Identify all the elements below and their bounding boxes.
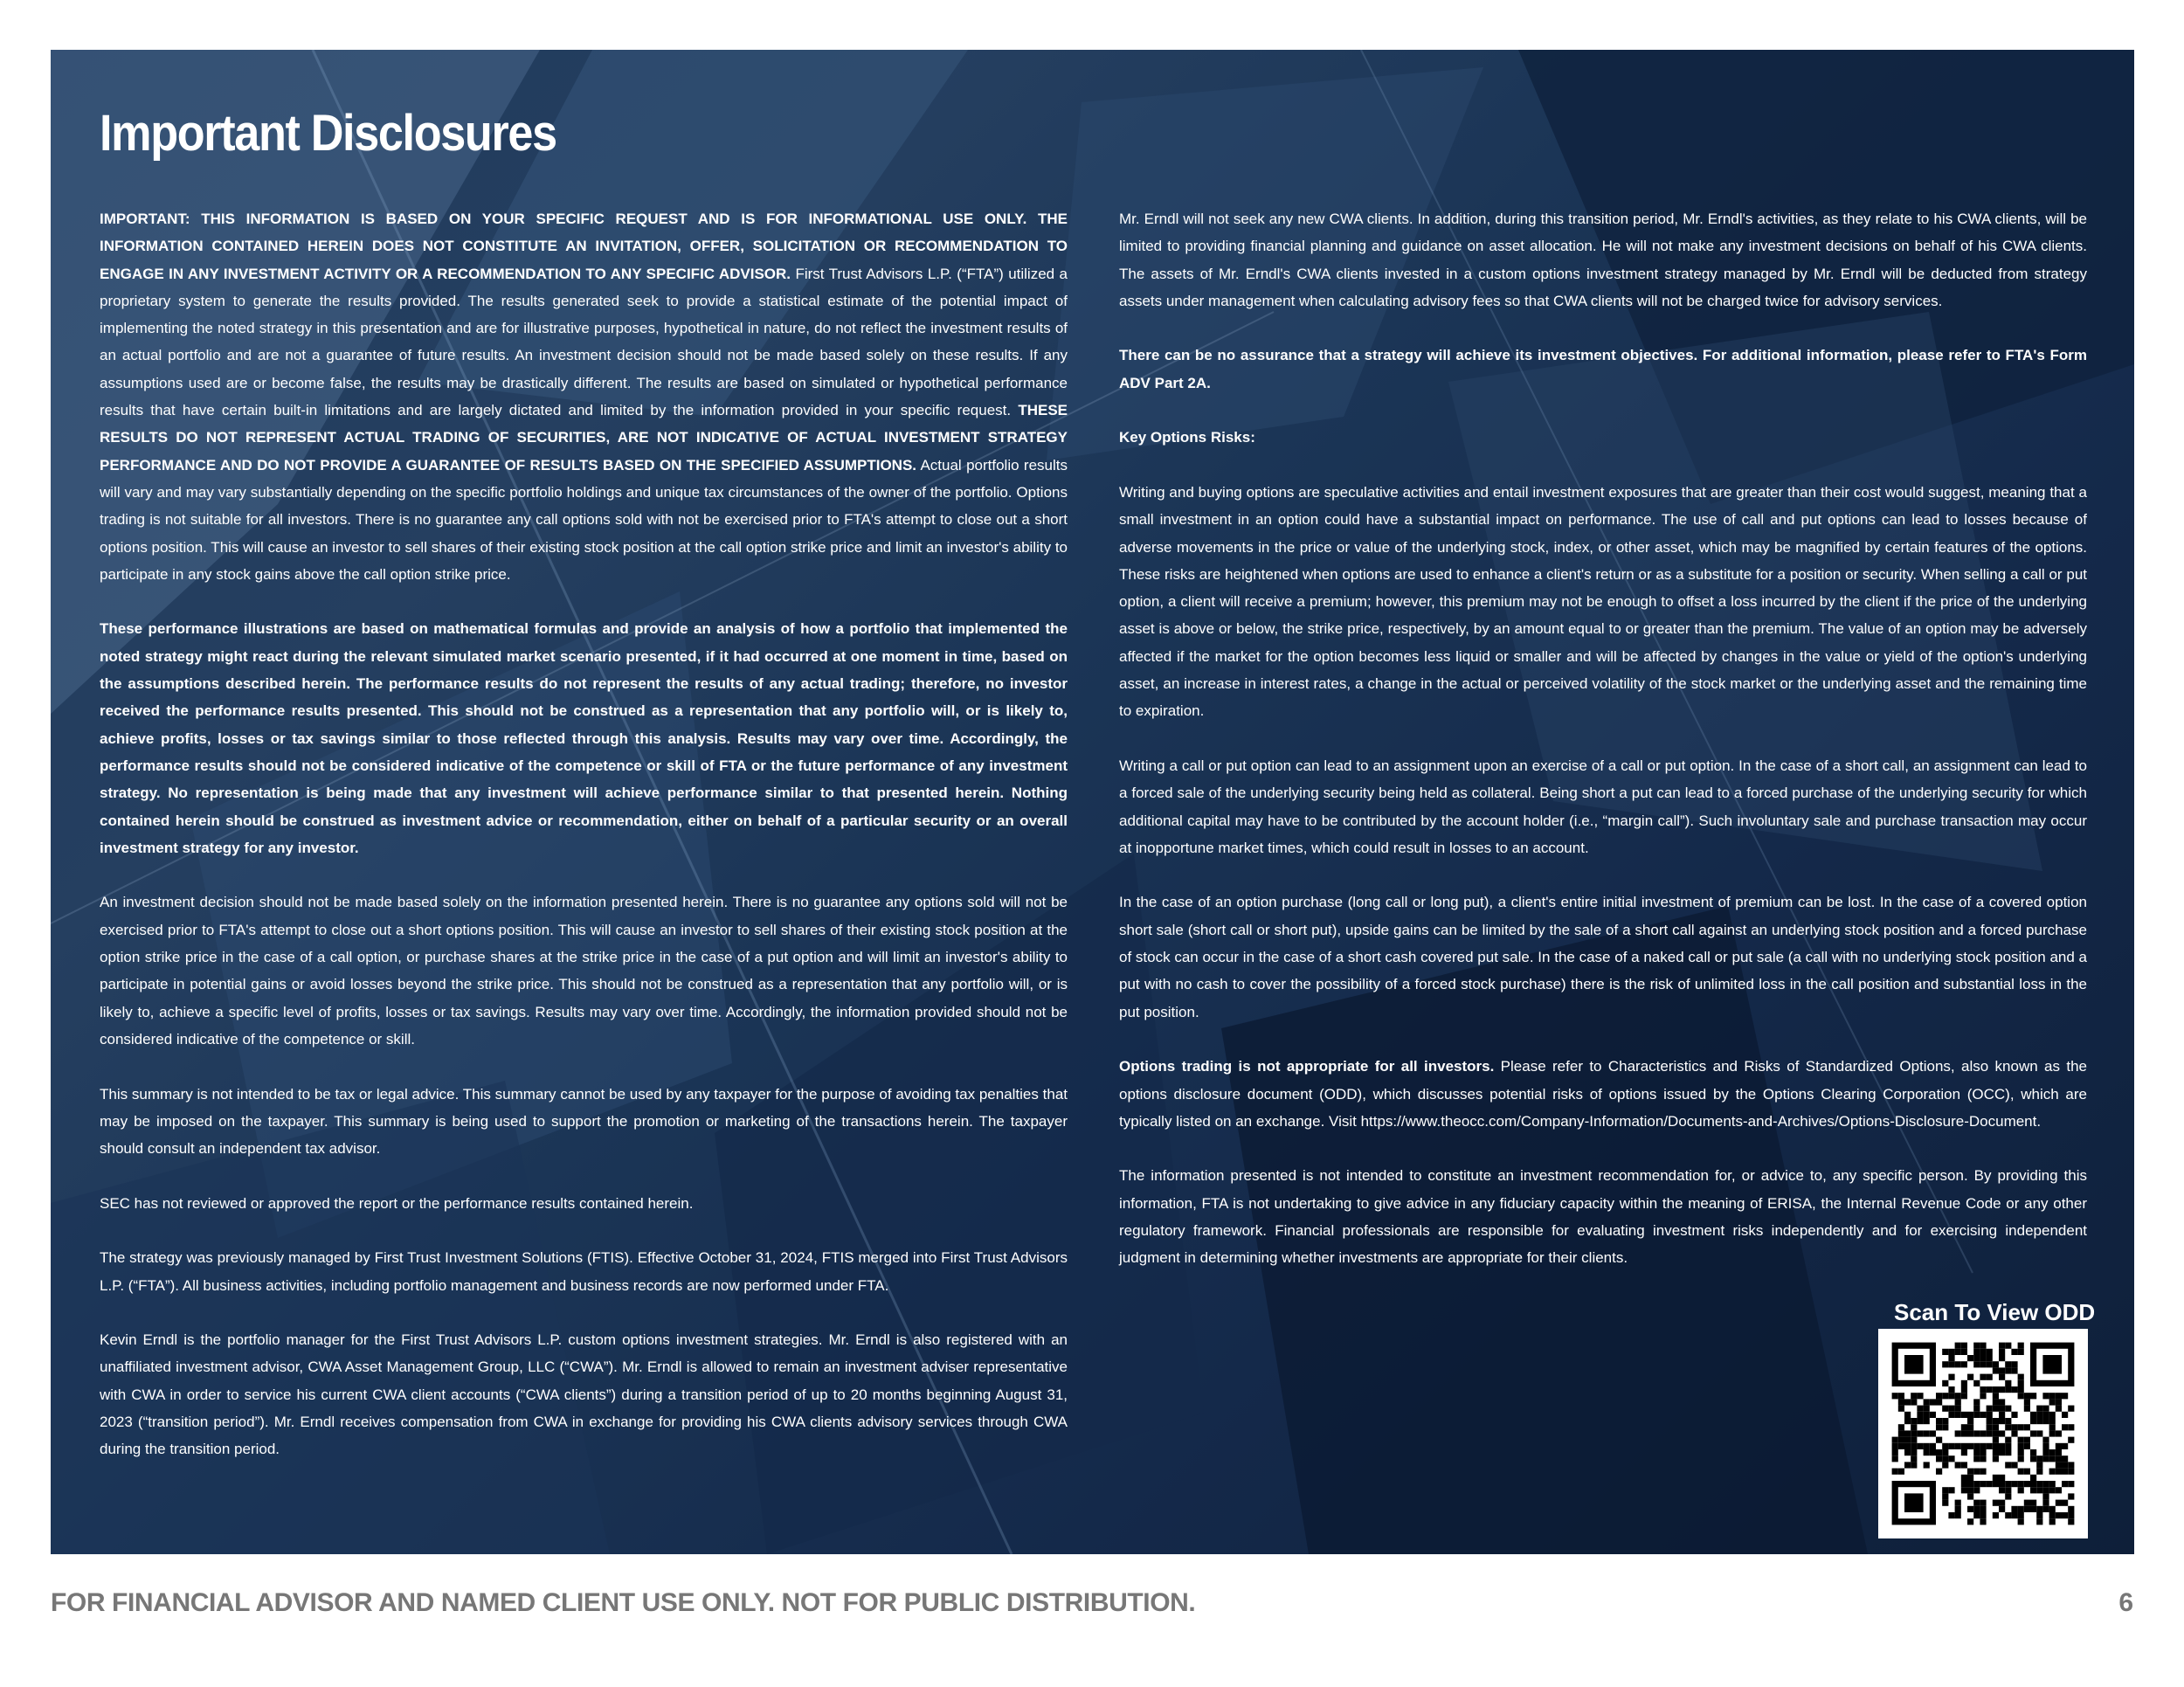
bold-statement: Options trading is not appropriate for all investors. <box>1119 1058 1495 1075</box>
bold-statement: There can be no assurance that a strategy will achieve its investment objectives. For additional information, please refer to FTA's Form ADV Part 2A. <box>1119 347 2087 391</box>
disclosure-panel <box>51 50 2134 1554</box>
key-options-risks-heading: Key Options Risks: <box>1119 429 1255 446</box>
page-number: 6 <box>2118 1588 2133 1617</box>
disclosure-paragraph <box>100 615 1068 861</box>
body-text: Actual portfolio results will vary and may vary substantially depending on the specific portfolio holdings and unique tax circumstances of the owner of the portfolio. Options trading is not suitable for all investors. There is no guarantee any call options sold with not be exercised prior to FTA's attempt to close out a short options position. This will cause an investor to sell shares of their existing stock position at the call option strike price and limit an investor's ability to participate in any stock gains above the call option strike price. <box>100 456 1068 583</box>
disclosure-paragraph: SEC has not reviewed or approved the report or the performance results contained herein. <box>100 1194 694 1212</box>
disclosure-paragraph: Writing and buying options are speculative activities and entail investment exposures that are greater than their cost would suggest, meaning that a small investment in an option could have a substantial impact on performance. The use of call and put options can lead to losses because of adverse movements in the price or value of the underlying stock, index, or other asset, which may be magnified by certain features of the options. These risks are heightened when options are used to enhance a client's return or as a substitute for a position or security. When selling a call or put option, a client will receive a premium; however, this premium may not be enough to offset a loss incurred by the client if the price of the underlying asset is above or below, the strike price, respectively, by an amount equal to or greater than the premium. The value of an option may be adversely affected if the market for the option becomes less liquid or smaller and will be affected by changes in the value or yield of the option's underlying asset, an increase in interest rates, a change in the actual or perceived volatility of the stock market or the underlying asset and the remaining time to expiration. <box>1119 483 2087 720</box>
bold-statement: IMPORTANT: THIS INFORMATION IS BASED ON YOUR SPECIFIC REQUEST AND IS FOR INFORMATIONAL USE ONLY. THE INFORMATION CONTAINED HEREIN DOES NOT CONSTITUTE AN INVITATION, OFFER, SOLICITATION OR RECOMMENDATION TO ENGAGE IN ANY INVESTMENT ACTIVITY OR A RECOMMENDATION TO ANY SPECIFIC ADVISOR. <box>100 211 1068 282</box>
disclosure-paragraph <box>100 205 1068 588</box>
bold-statement: THESE RESULTS DO NOT REPRESENT ACTUAL TRADING OF SECURITIES, ARE NOT INDICATIVE OF ACTUAL INVESTMENT STRATEGY PERFORMANCE AND DO NOT PROVIDE A GUARANTEE OF RESULTS BASED ON THE SPECIFIED ASSUMPTIONS. <box>100 402 1068 474</box>
disclosure-paragraph: The strategy was previously managed by First Trust Investment Solutions (FTIS). Effective October 31, 2024, FTIS merged into First Trust Advisors L.P. (“FTA”). All business activities, including portfolio management and business records are now performed under FTA. <box>100 1249 1068 1294</box>
page-title: Important Disclosures <box>100 105 556 162</box>
qr-code[interactable] <box>1878 1329 2088 1538</box>
bold-statement: These performance illustrations are based on mathematical formulas and provide an analysis of how a portfolio that implemented the noted strategy might react during the relevant simulated market scenario presented, if it had occurred at one moment in time, based on the assumptions described herein. The performance results do not represent the results of any actual trading; therefore, no investor received the performance results presented. This should not be construed as a representation that any portfolio will, or is likely to, achieve profits, losses or tax savings similar to those reflected through this analysis. Results may vary over time. Accordingly, the performance results should not be considered indicative of the competence or skill of FTA or the future performance of any investment strategy. No representation is being made that any investment will achieve performance similar to that presented herein. Nothing contained herein should be construed as investment advice or recommendation, either on behalf of a particular security or an overall investment strategy for any investor. <box>100 620 1068 856</box>
body-text: First Trust Advisors L.P. (“FTA”) utilized a proprietary system to generate the results provided. The results generated seek to provide a statistical estimate of the potential impact of implementing the noted strategy in this presentation and are for illustrative purposes, hypothetical in nature, do not reflect the investment results of an actual portfolio and are not a guarantee of future results. An investment decision should not be made based solely on these results. If any assumptions used are or become false, the results may be drastically different. The results are based on simulated or hypothetical performance results that have certain built-in limitations and are largely dictated and limited by the information provided in your specific request. <box>100 265 1068 419</box>
disclosure-paragraph: This summary is not intended to be tax or legal advice. This summary cannot be used by any taxpayer for the purpose of avoiding tax penalties that may be imposed on the taxpayer. This summary is being used to support the promotion or marketing of the transactions herein. The taxpayer should consult an independent tax advisor. <box>100 1085 1068 1158</box>
disclosure-paragraph: Mr. Erndl will not seek any new CWA clients. In addition, during this transition period, Mr. Erndl's activities, as they relate to his CWA clients, will be limited to providing financial planning and guidance on asset allocation. He will not make any investment decisions on behalf of his CWA clients. The assets of Mr. Erndl's CWA clients invested in a custom options investment strategy managed by Mr. Erndl will be deducted from strategy assets under management when calculating advisory fees so that CWA clients will not be charged twice for advisory services. <box>1119 211 2087 309</box>
qr-code-icon <box>1878 1329 2088 1538</box>
disclosure-paragraph: In the case of an option purchase (long call or long put), a client's entire initial investment of premium can be lost. In the case of a covered option short sale (short call or short put), upside gains can be limited by the sale of a short call against an underlying stock position and a forced purchase of stock can occur in the case of a short cash covered put sale. In the case of a naked call or put sale (a call with no underlying stock position and a put with no cash to cover the possibility of a forced stock purchase) there is the risk of unlimited loss in the call position and substantial loss in the put position. <box>1119 894 2087 1020</box>
disclosure-paragraph: An investment decision should not be made based solely on the information presented herein. There is no guarantee any options sold will not be exercised prior to FTA's attempt to close out a short options position. This will cause an investor to sell shares of their existing stock position at the option strike price in the case of a call option, or purchase shares at the strike price in the case of a put option and will limit an investor's ability to participate in potential gains or avoid losses beyond the strike price. This should not be construed as a representation that any portfolio will, or is likely to, achieve a specific level of profits, losses or tax savings. Results may vary over time. Accordingly, the information provided should not be considered indicative of the competence or skill. <box>100 894 1068 1047</box>
disclosure-paragraph <box>1119 1053 2087 1135</box>
disclosure-column-left <box>100 205 1068 1490</box>
body-text: Please refer to Characteristics and Risks of Standardized Options, also known as the options disclosure document (ODD), which discusses potential risks of options issued by the Options Clearing Corporation (OCC), which are typically listed on an exchange. Visit https://www.theocc.com/Company-Information/Documents-and-Archives/Options-Disclosure-Document. <box>1119 1058 2087 1130</box>
section-heading <box>1119 424 2087 451</box>
qr-label: Scan To View ODD <box>1894 1299 2096 1325</box>
disclosure-paragraph: Kevin Erndl is the portfolio manager for the First Trust Advisors L.P. custom options investment strategies. Mr. Erndl is also registered with an unaffiliated investment advisor, CWA Asset Management Group, LLC (“CWA”). Mr. Erndl is allowed to remain an investment adviser representative with CWA in order to service his current CWA client accounts (“CWA clients”) during a transition period of up to 20 months beginning August 31, 2023 (“transition period”). Mr. Erndl receives compensation from CWA in exchange for providing his CWA clients advisory services through CWA during the transition period. <box>100 1331 1068 1458</box>
disclosure-paragraph <box>1119 342 2087 397</box>
footer-disclaimer: FOR FINANCIAL ADVISOR AND NAMED CLIENT USE ONLY. NOT FOR PUBLIC DISTRIBUTION. <box>51 1588 1196 1617</box>
disclosure-column-right <box>1119 205 2087 1299</box>
disclosure-paragraph: The information presented is not intended to constitute an investment recommendation for, or advice to, any specific person. By providing this information, FTA is not undertaking to give advice in any fiduciary capacity within the meaning of ERISA, the Internal Revenue Code or any other regulatory framework. Financial professionals are responsible for evaluating investment risks independently and for exercising independent judgment in determining whether investments are appropriate for their clients. <box>1119 1167 2087 1267</box>
disclosure-paragraph: Writing a call or put option can lead to an assignment upon an exercise of a call or put option. In the case of a short call, an assignment can lead to a forced sale of the underlying security being held as collateral. Being short a put can lead to a forced purchase of the underlying security for which additional capital may have to be contributed by the account holder (i.e., “margin call”). Such involuntary sale and purchase transaction may occur at inopportune market times, which could result in losses to an account. <box>1119 757 2087 856</box>
